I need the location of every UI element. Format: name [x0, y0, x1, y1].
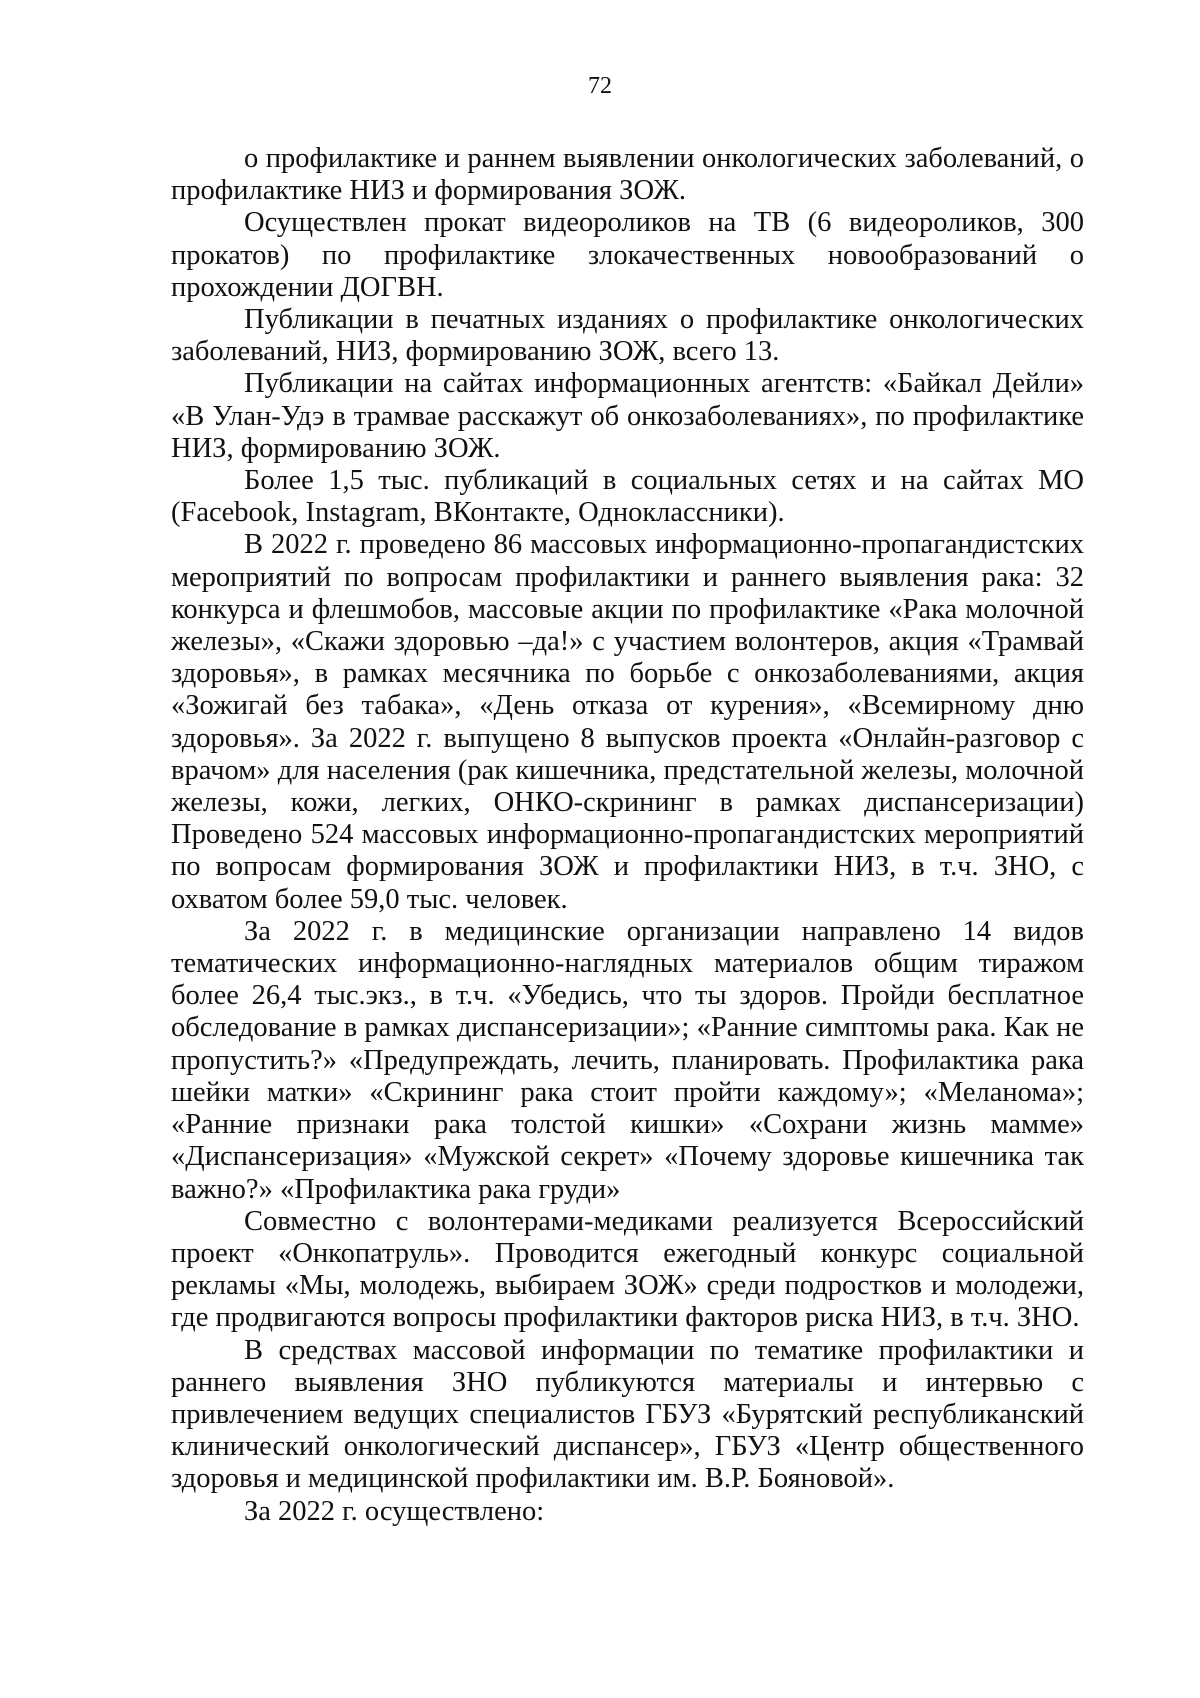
paragraph-mass-events: В 2022 г. проведено 86 массовых информационно-пропагандистских мероприятий по вопросам профилактики и раннего выявления рака: 32 конкурса и флешмобов, массовые акции по профилактике «Рака молочной железы», «Скажи здоровью –да!» с участием волонтеров, акция «Трамвай здоровья», в рамках месячника по борьбе с онкозаболеваниями, акция «Зожигай без табака», «День отказа от курения», «Всемирному дню здоровья». За 2022 г. выпущено 8 выпусков проекта «Онлайн-разговор с врачом» для населения (рак кишечника, предстательной железы, молочной железы, кожи, легких, ОНКО-скрининг в рамках диспансеризации) Проведено 524 массовых информационно-пропагандистских мероприятий по вопросам формирования ЗОЖ и профилактики НИЗ, в т.ч. ЗНО, с охватом более 59,0 тыс. человек.: [171, 529, 1084, 915]
page-number: 72: [588, 73, 612, 99]
paragraph-summary-intro: За 2022 г. осуществлено:: [244, 1495, 545, 1527]
paragraph-printed-materials: За 2022 г. в медицинские организации направлено 14 видов тематических информационно-наглядных материалов общим тиражом более 26,4 тыс.экз., в т.ч. «Убедись, что ты здоров. Пройди бесплатное обследование в рамках диспансеризации»; «Ранние симптомы рака. Как не пропустить?» «Предупреждать, лечить, планировать. Профилактика рака шейки матки» «Скрининг рака стоит пройти каждому»; «Меланома»; «Ранние признаки рака толстой кишки» «Сохрани жизнь мамме» «Диспансеризация» «Мужской секрет» «Почему здоровье кишечника так важно?» «Профилактика рака груди»: [171, 915, 1084, 1205]
paragraph-news-agencies: Публикации на сайтах информационных агентств: «Байкал Дейли» «В Улан-Удэ в трамвае расскажут об онкозаболеваниях», по профилактике НИЗ, формированию ЗОЖ.: [171, 368, 1084, 464]
paragraph-print-publications: Публикации в печатных изданиях о профилактике онкологических заболеваний, НИЗ, формированию ЗОЖ, всего 13.: [171, 304, 1084, 368]
paragraph-continuation: о профилактике и раннем выявлении онкологических заболеваний, о профилактике НИЗ и формирования ЗОЖ.: [171, 143, 1084, 207]
paragraph-volunteers: Совместно с волонтерами-медиками реализуется Всероссийский проект «Онкопатруль». Проводится ежегодный конкурс социальной рекламы «Мы, молодежь, выбираем ЗОЖ» среди подростков и молодежи, где продвигаются вопросы профилактики факторов риска НИЗ, в т.ч. ЗНО.: [171, 1205, 1084, 1334]
paragraph-mass-media: В средствах массовой информации по тематике профилактики и раннего выявления ЗНО публикуются материалы и интервью с привлечением ведущих специалистов ГБУЗ «Бурятский республиканский клинический онкологический диспансер», ГБУЗ «Центр общественного здоровья и медицинской профилактики им. В.Р. Бояновой».: [171, 1334, 1084, 1495]
paragraph-social-networks: Более 1,5 тыс. публикаций в социальных сетях и на сайтах МО (Facebook, Instagram, ВКонтакте, Одноклассники).: [171, 465, 1084, 529]
document-body: [171, 143, 1084, 1528]
paragraph-video-clips: Осуществлен прокат видеороликов на ТВ (6 видеороликов, 300 прокатов) по профилактике злокачественных новообразований о прохождении ДОГВН.: [171, 207, 1084, 303]
